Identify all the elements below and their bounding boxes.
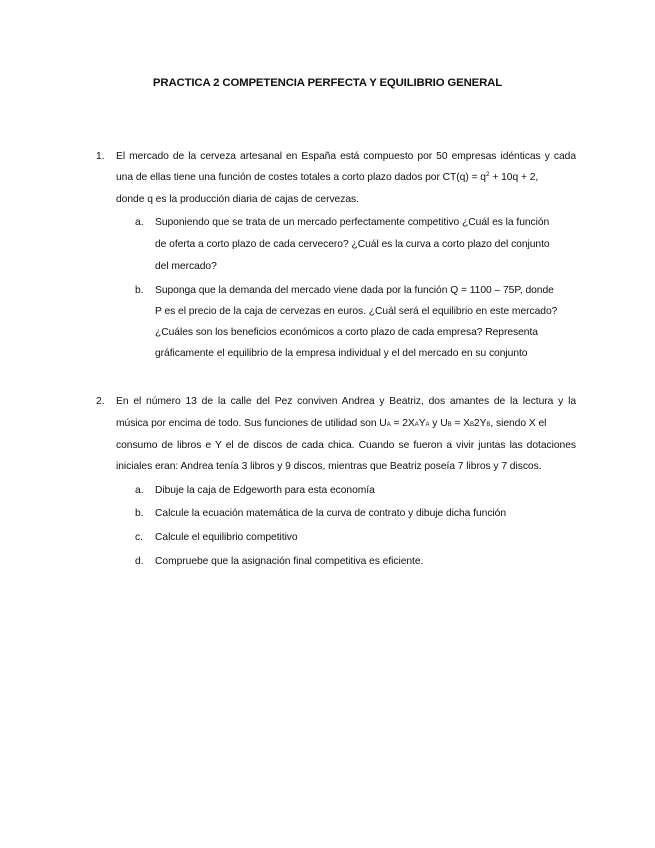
question-1b-label: b. <box>135 285 144 296</box>
question-2-number: 2. <box>96 396 105 407</box>
question-2-line-3: consumo de libros e Y el de discos de cada chica. Cuando se fueron a vivir juntas las dotaciones <box>116 440 576 451</box>
question-1-line-3: donde q es la producción diaria de cajas de cervezas. <box>116 194 359 205</box>
question-1a-line-2: de oferta a corto plazo de cada cervecero? ¿Cuál es la curva a corto plazo del conjunto <box>155 239 550 250</box>
question-2a-text: Dibuje la caja de Edgeworth para esta economía <box>155 485 375 496</box>
question-1-line-1: El mercado de la cerveza artesanal en España está compuesto por 50 empresas idénticas y cada <box>116 151 576 162</box>
question-1a-label: a. <box>135 217 144 228</box>
question-2d-text: Compruebe que la asignación final competitiva es eficiente. <box>155 556 424 567</box>
page-title: PRACTICA 2 COMPETENCIA PERFECTA Y EQUILIBRIO GENERAL <box>152 77 503 89</box>
question-2b-text: Calcule la ecuación matemática de la curva de contrato y dibuje dicha función <box>155 508 507 519</box>
question-2-line-4: iniciales eran: Andrea tenía 3 libros y 9 discos, mientras que Beatriz poseía 7 libros y 7 discos. <box>116 461 542 472</box>
question-2-line-2: música por encima de todo. Sus funciones de utilidad son UA = 2XAYA y UB = XB2YB, siendo X el <box>116 418 547 429</box>
question-2c-label: c. <box>135 532 144 543</box>
question-1b-line-3: ¿Cuáles son los beneficios económicos a corto plazo de cada empresa? Representa <box>155 327 538 338</box>
question-2b-label: b. <box>135 508 144 519</box>
question-2a-label: a. <box>135 485 144 496</box>
question-1a-line-3: del mercado? <box>155 261 217 272</box>
question-1b-line-2: P es el precio de la caja de cervezas en euros. ¿Cuál será el equilibrio en este mercado? <box>155 306 558 317</box>
question-1b-line-4: gráficamente el equilibrio de la empresa individual y el del mercado en su conjunto <box>155 348 528 359</box>
question-1-line-2: una de ellas tiene una función de costes totales a corto plazo dados por $CT(q) = q^2 + 10q + 2$, <box>116 171 539 183</box>
question-2d-label: d. <box>135 556 144 567</box>
question-1a-line-1: Suponiendo que se trata de un mercado perfectamente competitivo ¿Cuál es la función <box>155 217 550 228</box>
question-1-number: 1. <box>96 151 105 162</box>
question-1b-line-1: Suponga que la demanda del mercado viene dada por la función Q = 1100 – 75P, donde <box>155 285 554 296</box>
question-2-line-1: En el número 13 de la calle del Pez conviven Andrea y Beatriz, dos amantes de la lectura y la <box>116 396 576 407</box>
question-2c-text: Calcule el equilibrio competitivo <box>155 532 298 543</box>
